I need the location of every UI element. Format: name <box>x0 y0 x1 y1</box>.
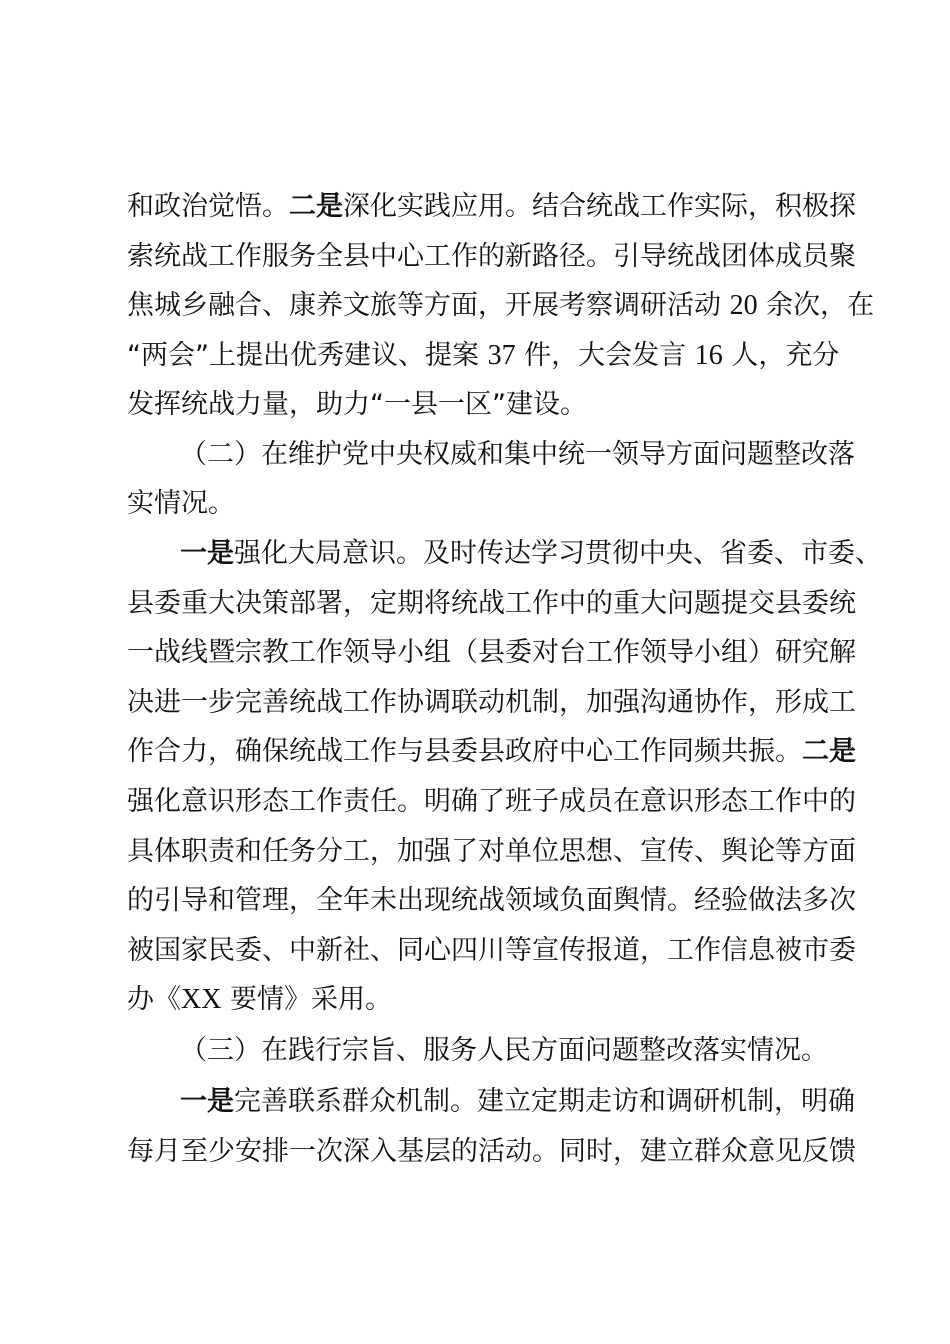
text-run: （三）在践行宗旨、服务人民方面问题整改落实情况。 <box>180 1035 828 1066</box>
body-line-10 <box>0 628 950 678</box>
text-run: 人，充分 <box>722 340 840 371</box>
number-run: XX <box>181 984 222 1015</box>
number-run: 16 <box>694 340 723 371</box>
text-run: 要情》采用。 <box>221 984 393 1015</box>
text-run: （二）在维护党中央权威和集中统一领导方面问题整改落 <box>180 439 855 470</box>
body-line-16 <box>0 926 950 976</box>
emphasis-run: 二是 <box>289 191 343 222</box>
number-run: 20 <box>729 290 758 321</box>
body-line-15 <box>0 876 950 926</box>
body-line-11 <box>0 678 950 728</box>
body-line-4 <box>0 331 950 381</box>
number-run: 37 <box>487 340 516 371</box>
body-line-19 <box>0 1077 950 1127</box>
text-run: 焦城乡融合、康养文旅等方面，开展考察调研活动 <box>127 290 730 321</box>
text-run: 一战线暨宗教工作领导小组（县委对台工作领导小组）研究解 <box>127 637 856 668</box>
body-line-17 <box>0 975 950 1025</box>
text-run: 办《 <box>127 984 181 1015</box>
text-run: 完善联系群众机制。建立定期走访和调研机制，明确 <box>234 1086 855 1117</box>
text-run: 实情况。 <box>127 488 235 519</box>
text-run: 被国家民委、中新社、同心四川等宣传报道，工作信息被市委 <box>127 935 856 966</box>
text-run: 具体职责和任务分工，加强了对单位思想、宣传、舆论等方面 <box>127 836 856 867</box>
text-run: 每月至少安排一次深入基层的活动。同时，建立群众意见反馈 <box>127 1136 856 1167</box>
text-run: 作合力，确保统战工作与县委县政府中心工作同频共振。 <box>127 736 802 767</box>
body-line-3 <box>0 281 950 331</box>
body-line-12 <box>0 727 950 777</box>
body-line-20 <box>0 1127 950 1177</box>
body-line-9 <box>0 579 950 629</box>
text-run: 的引导和管理，全年未出现统战领域负面舆情。经验做法多次 <box>127 885 856 916</box>
text-run: “两会”上提出优秀建议、提案 <box>127 340 488 371</box>
text-run: 发挥统战力量，助力“一县一区”建设。 <box>127 389 587 420</box>
text-run: 强化大局意识。及时传达学习贯彻中央、省委、市委、 <box>234 538 882 569</box>
emphasis-run: 一是 <box>180 538 234 569</box>
body-line-8 <box>0 529 950 579</box>
text-run: 强化意识形态工作责任。明确了班子成员在意识形态工作中的 <box>127 786 856 817</box>
emphasis-run: 一是 <box>180 1086 234 1117</box>
text-run: 索统战工作服务全县中心工作的新路径。引导统战团体成员聚 <box>127 241 856 272</box>
body-line-13 <box>0 777 950 827</box>
body-line-2 <box>0 232 950 282</box>
emphasis-run: 二是 <box>802 736 856 767</box>
body-line-14 <box>0 827 950 877</box>
text-run: 深化实践应用。结合统战工作实际，积极探 <box>343 191 856 222</box>
body-line-5 <box>0 380 950 430</box>
section-heading-3 <box>0 1026 950 1076</box>
text-run: 决进一步完善统战工作协调联动机制，加强沟通协作，形成工 <box>127 687 856 718</box>
text-run: 件，大会发言 <box>515 340 695 371</box>
text-run: 县委重大决策部署，定期将统战工作中的重大问题提交县委统 <box>127 588 856 619</box>
section-heading-2-cont <box>0 479 950 529</box>
body-line-1 <box>0 182 950 232</box>
text-run: 余次，在 <box>757 290 875 321</box>
section-heading-2 <box>0 430 950 480</box>
text-run: 和政治觉悟。 <box>127 191 289 222</box>
